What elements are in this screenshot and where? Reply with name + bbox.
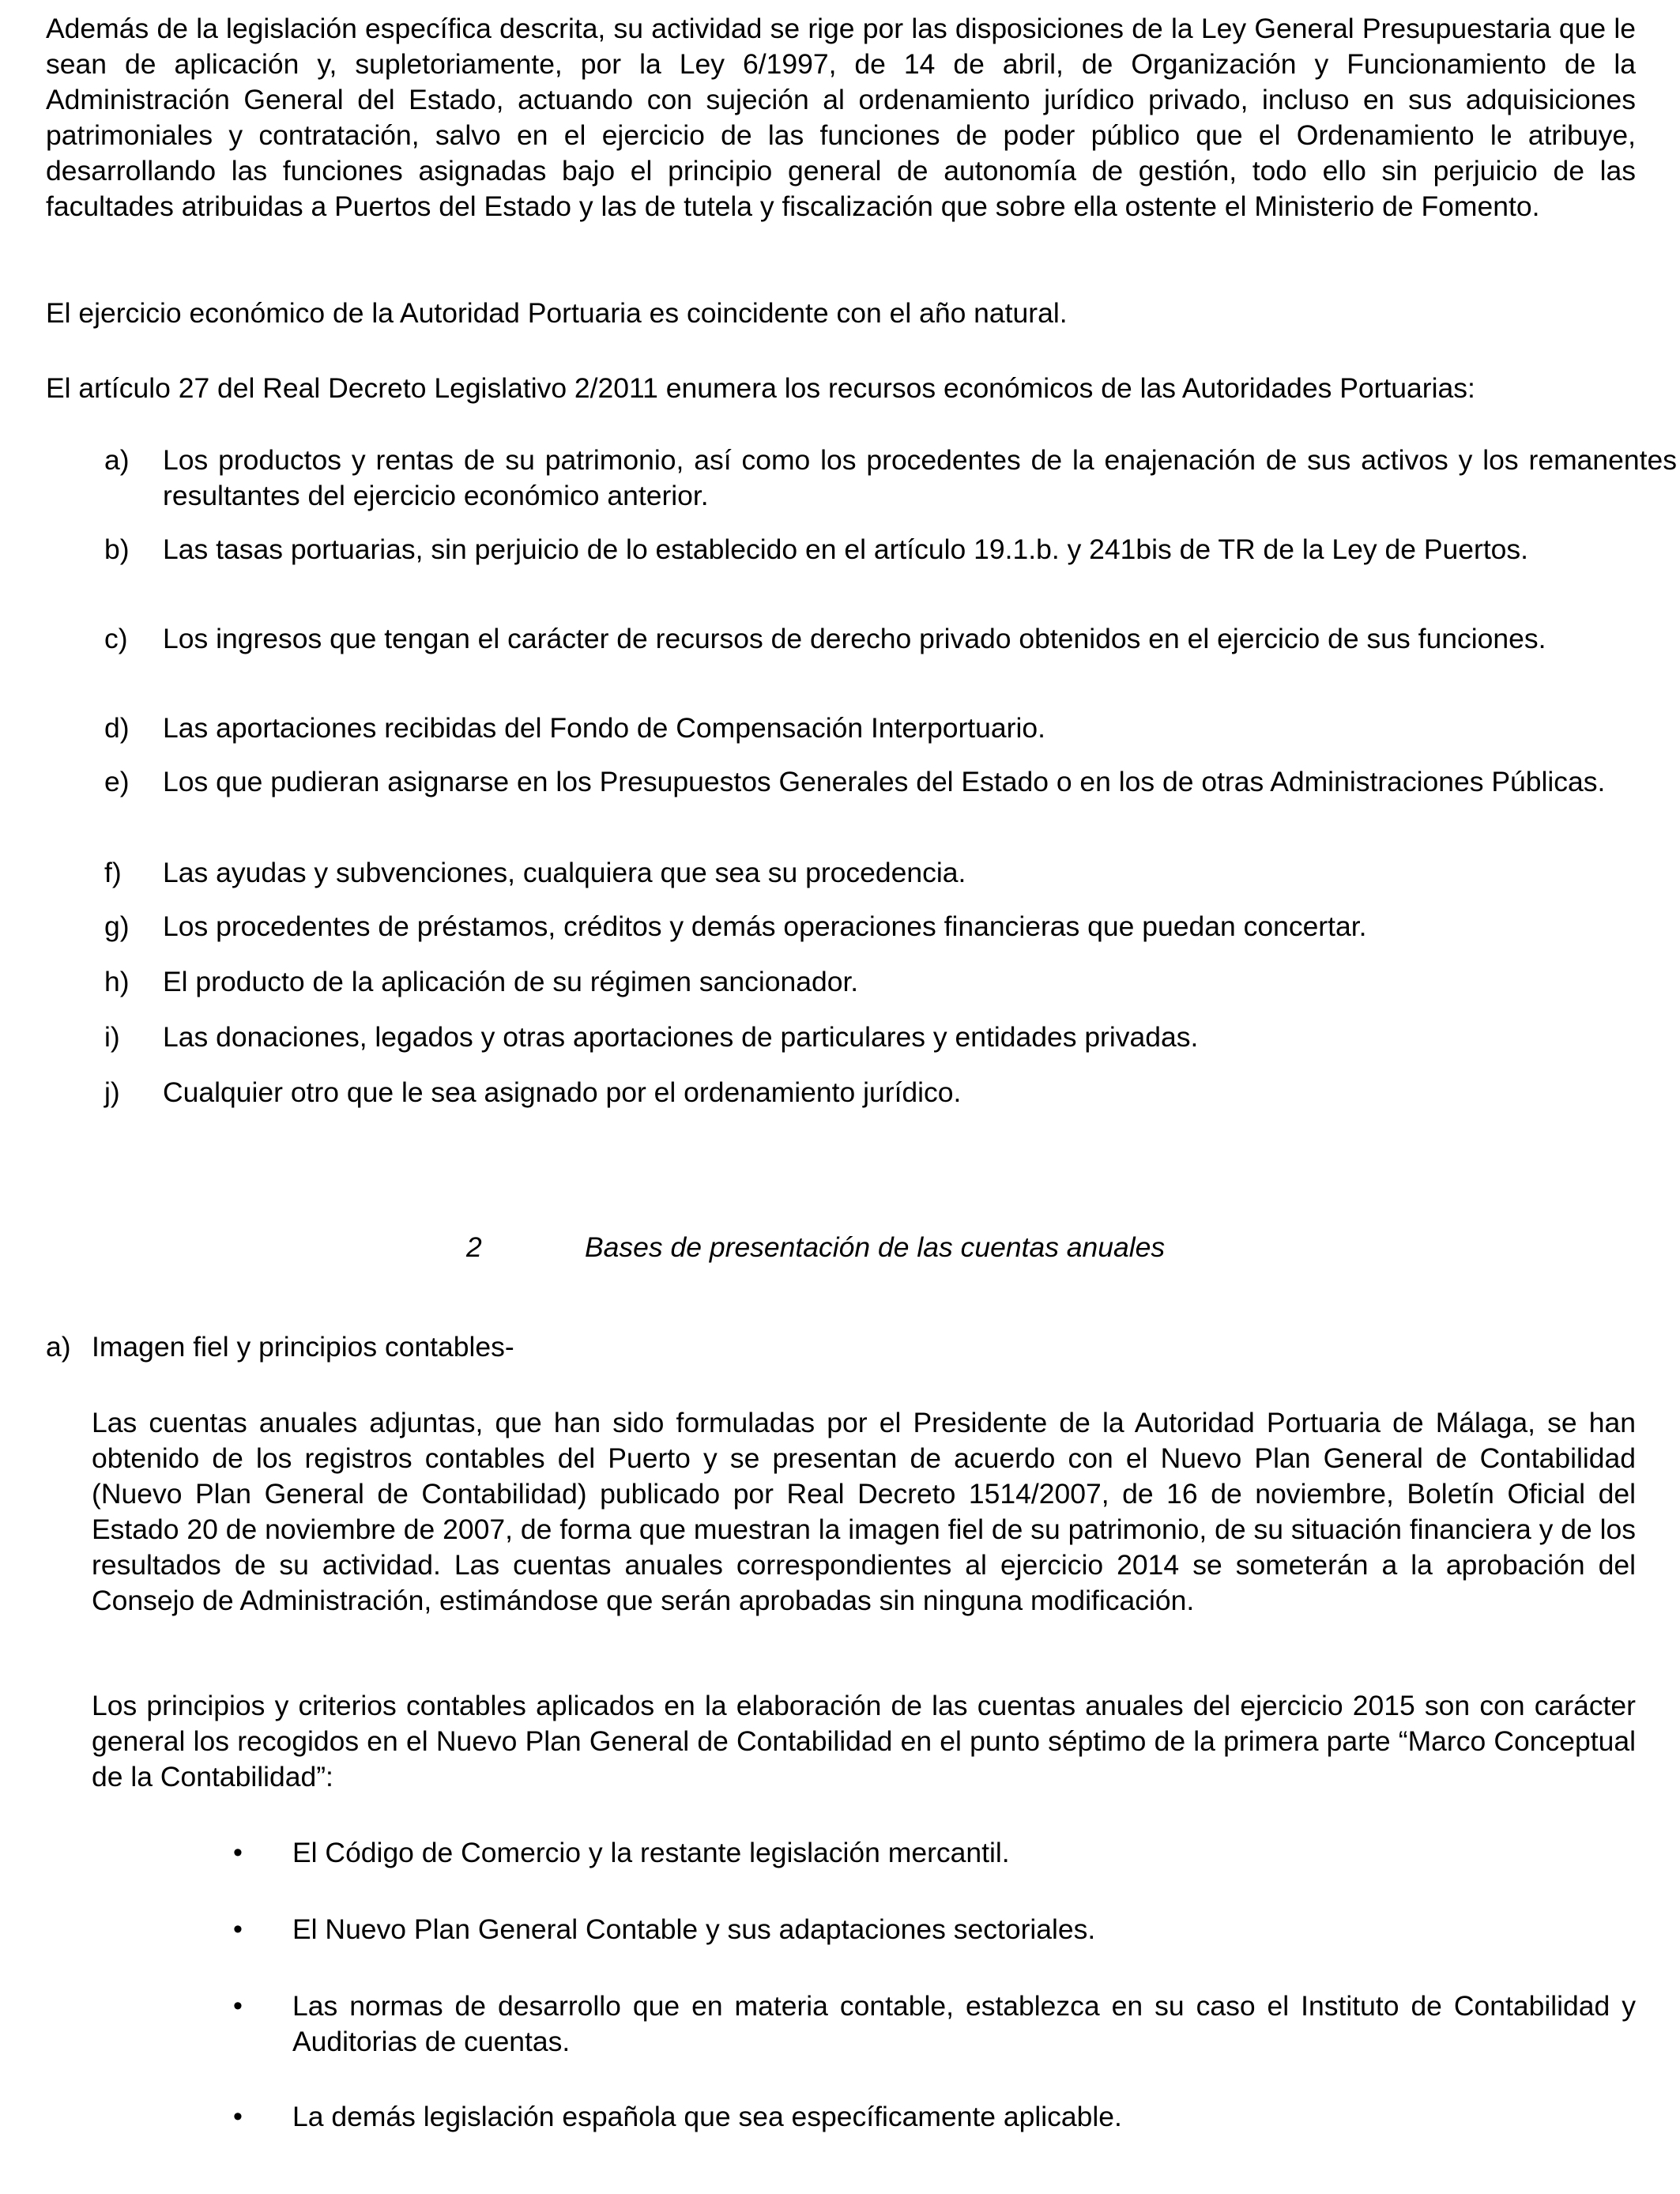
list-marker: g) <box>104 910 130 942</box>
bullet-icon: • <box>233 1838 243 1868</box>
article-paragraph: El artículo 27 del Real Decreto Legislativo 2/2011 enumera los recursos económicos de las Autoridades Portuarias: <box>46 372 1475 404</box>
list-item-text: Los productos y rentas de su patrimonio, así como los procedentes de la enajenación de sus activos y los remanentes resultantes del ejercicio económico anterior. <box>163 444 1677 511</box>
list-item-text: Los que pudieran asignarse en los Presupuestos Generales del Estado o en los de otras Administraciones Públicas. <box>163 766 1606 797</box>
list-marker: d) <box>104 712 130 744</box>
list-item-text: Las aportaciones recibidas del Fondo de Compensación Interportuario. <box>163 712 1045 744</box>
list-item-text: El producto de la aplicación de su régimen sancionador. <box>163 966 859 997</box>
subsection-title: Imagen fiel y principios contables- <box>92 1331 514 1363</box>
principles-paragraph: Los principios y criterios contables aplicados en la elaboración de las cuentas anuales del ejercicio 2015 son con carácter general los recogidos en el Nuevo Plan General de Contabilidad en el punto séptimo de la primera parte “Marco Conceptual de la Contabilidad”: <box>92 1690 1636 1793</box>
list-marker: b) <box>104 533 130 565</box>
intro-paragraph: Además de la legislación específica descrita, su actividad se rige por las disposiciones de la Ley General Presupuestaria que le sean de aplicación y, supletoriamente, por la Ley 6/1997, de 14 de abril, de Organización y Funcionamiento de la Administración General del Estado, actuando con sujeción al ordenamiento jurídico privado, incluso en sus adquisiciones patrimoniales y contratación, salvo en el ejercicio de las funciones de poder público que el Ordenamiento le atribuye, desarrollando las funciones asignadas bajo el principio general de autonomía de gestión, todo ello sin perjuicio de las facultades atribuidas a Puertos del Estado y las de tutela y fiscalización que sobre ella ostente el Ministerio de Fomento. <box>46 13 1636 222</box>
section-title: Bases de presentación de las cuentas anuales <box>585 1231 1166 1263</box>
section-number: 2 <box>466 1231 482 1263</box>
list-item-text: El Nuevo Plan General Contable y sus adaptaciones sectoriales. <box>292 1913 1096 1945</box>
list-item-text: Las ayudas y subvenciones, cualquiera que sea su procedencia. <box>163 857 966 888</box>
list-item-text: Las tasas portuarias, sin perjuicio de lo establecido en el artículo 19.1.b. y 241bis de TR de la Ley de Puertos. <box>163 533 1529 565</box>
list-marker: f) <box>104 857 122 888</box>
list-marker: e) <box>104 766 130 797</box>
bullet-icon: • <box>233 1991 243 2021</box>
list-item-text: La demás legislación española que sea específicamente aplicable. <box>292 2101 1122 2132</box>
list-item-text: Las normas de desarrollo que en materia contable, establezca en su caso el Instituto de Contabilidad y Auditorias de cuentas. <box>292 1990 1636 2057</box>
accounts-paragraph: Las cuentas anuales adjuntas, que han sido formuladas por el Presidente de la Autoridad Portuaria de Málaga, se han obtenido de los registros contables del Puerto y se presentan de acuerdo con el Nuevo Plan General de Contabilidad (Nuevo Plan General de Contabilidad) publicado por Real Decreto 1514/2007, de 16 de noviembre, Boletín Oficial del Estado 20 de noviembre de 2007, de forma que muestran la imagen fiel de su patrimonio, de su situación financiera y de los resultados de su actividad. Las cuentas anuales correspondientes al ejercicio 2014 se someterán a la aprobación del Consejo de Administración, estimándose que serán aprobadas sin ninguna modificación. <box>92 1407 1636 1616</box>
list-marker: j) <box>104 1076 120 1108</box>
bullet-icon: • <box>233 2102 243 2132</box>
list-item-text: Cualquier otro que le sea asignado por el ordenamiento jurídico. <box>163 1076 962 1108</box>
list-marker: a) <box>104 444 130 476</box>
list-item-text: Las donaciones, legados y otras aportaciones de particulares y entidades privadas. <box>163 1021 1199 1053</box>
fiscal-year-paragraph: El ejercicio económico de la Autoridad Portuaria es coincidente con el año natural. <box>46 297 1068 329</box>
list-marker: i) <box>104 1021 120 1053</box>
subsection-marker: a) <box>46 1331 71 1363</box>
list-item-text: Los procedentes de préstamos, créditos y demás operaciones financieras que puedan concertar. <box>163 910 1367 942</box>
list-item-text: El Código de Comercio y la restante legislación mercantil. <box>292 1837 1010 1868</box>
list-marker: c) <box>104 623 128 654</box>
list-item-text: Los ingresos que tengan el carácter de recursos de derecho privado obtenidos en el ejercicio de sus funciones. <box>163 623 1546 654</box>
list-marker: h) <box>104 966 130 997</box>
bullet-icon: • <box>233 1914 243 1944</box>
